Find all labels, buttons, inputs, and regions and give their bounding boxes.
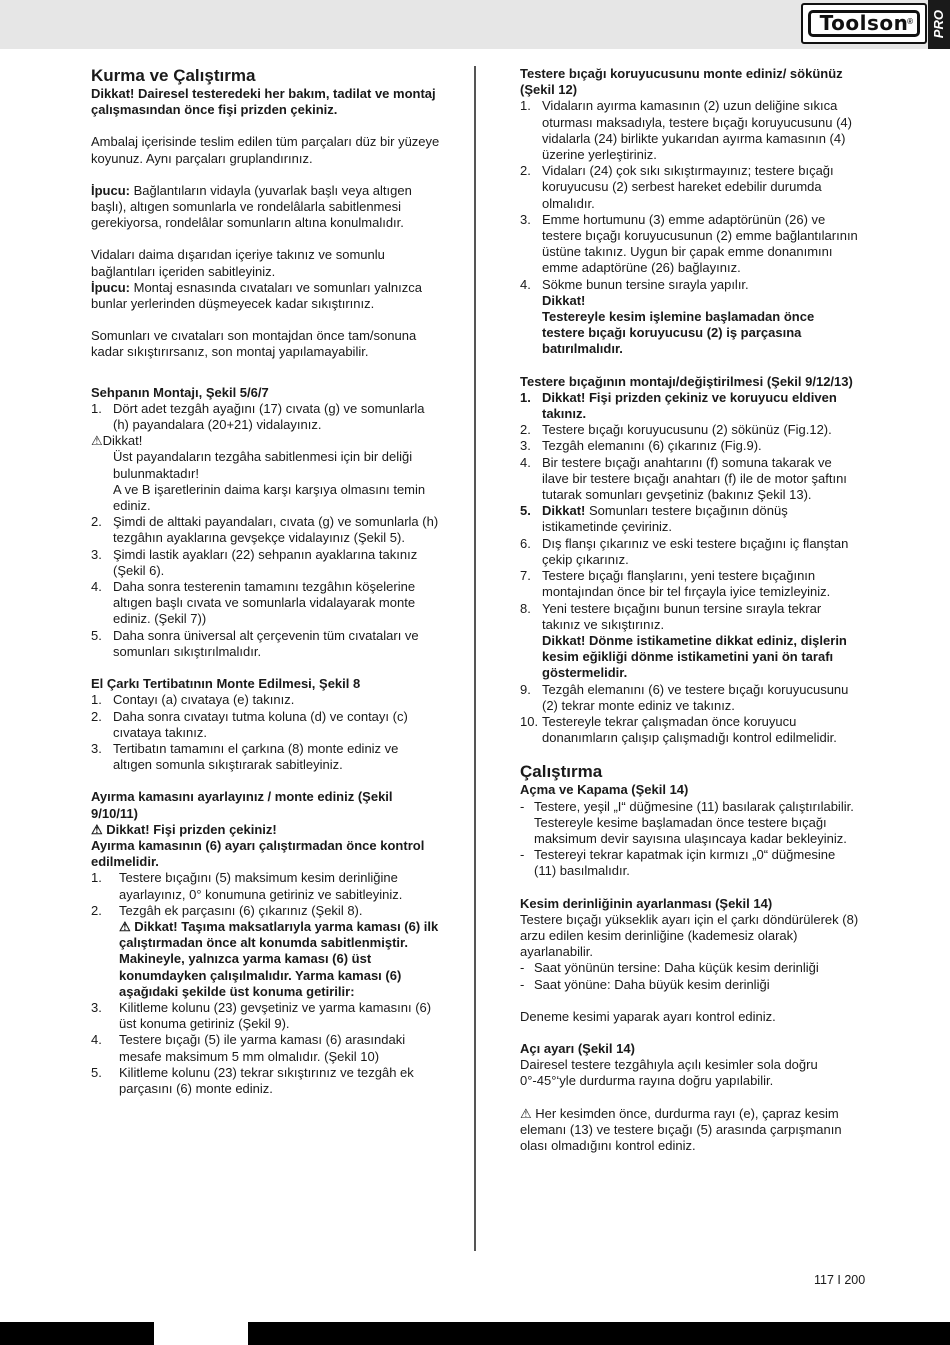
list-item: - Testere, yeşil „I“ düğmesine (11) basılarak çalıştırılabilir. Testereyle kesime başlamadan önce testere bıçağı maksimum devir sayısına ulaşıncaya kadar bekleyiniz. (520, 798, 854, 846)
list-item: 3. Tertibatın tamamını el çarkına (8) monte ediniz ve altıgen somunla sıkıştırarak sabitleyiniz. (91, 740, 399, 773)
paragraph: Deneme kesimi yaparak ayarı kontrol ediniz. (520, 1008, 776, 1024)
subsection-title: Açı ayarı (Şekil 14) (520, 1040, 635, 1056)
list-item: 8. Yeni testere bıçağını bunun tersine sırayla tekrar takınız ve sıkıştırınız. (520, 600, 822, 632)
list-item: 10. Testereyle tekrar çalışmadan önce koruyucu donanımların çalışıp çalışmadığı kontrol edilmelidir. (520, 713, 837, 746)
list-note: A ve B işaretlerinin daima karşı karşıya olmasını temin ediniz. (113, 481, 426, 514)
list-item: 3. Tezgâh elemanını (6) çıkarınız (Fig.9). (520, 438, 762, 454)
list-item: 1. Dikkat! Fişi prizden çekiniz ve koruyucu eldiven takınız. (520, 389, 837, 422)
list-item: 7. Testere bıçağı flanşlarını, yeni testere bıçağının montajından önce bir tel fırçayla iyice temizleyiniz. (520, 568, 831, 600)
list-item: 2. Şimdi de alttaki payandaları, cıvata (g) ve somunlarla (h) tezgâhın ayaklarına gevşekçe vidalayınız (Şekil 5). (91, 514, 439, 546)
left-column (91, 66, 441, 1097)
paragraph: Dairesel testere tezgâhıyla açılı kesimler sola doğru 0°-45°‘yle durdurma rayına doğru yapılabilir. (520, 1057, 818, 1089)
tip-paragraph (91, 280, 441, 312)
list-item: 4. Daha sonra testerenin tamamını tezgâhın köşelerine altıgen başlı cıvata ve somunlarla vidalayarak monte ediniz. (Şekil 7)) (91, 579, 416, 627)
list-item: 5. Kilitleme kolunu (23) tekrar sıkıştırınız ve tezgâh ek parçasını (6) monte ediniz. (91, 1064, 414, 1096)
subsection-title: Testere bıçağı koruyucusunu monte ediniz/ sökünüz (Şekil 12) (520, 66, 843, 98)
subsection-title: Kesim derinliğinin ayarlanması (Şekil 14) (520, 895, 773, 911)
warning-text: ⚠ Dikkat! Taşıma maksatlarıyla yarma kaması (6) ilk çalıştırmadan önce alt konumda sabitlenmiştir. Makineyle, yalnızca yarma kaması (6) üst konumdayken çalışılmalıdır. Yarma kaması (6) aşağıdaki şekilde üst konuma getirilir: (119, 918, 439, 999)
list-item: - Saat yönünün tersine: Daha küçük kesim derinliği (520, 960, 819, 976)
list-item: 4. Testere bıçağı (5) ile yarma kaması (6) arasındaki mesafe maksimum 5 mm olmalıdır. (Şekil 10) (91, 1032, 406, 1064)
pro-tab (928, 0, 950, 49)
warning-text: Dikkat! Dairesel testeredeki her bakım, tadilat ve montaj çalışmasından önce fişi prizden çekiniz. (91, 86, 436, 118)
paragraph: Somunları ve cıvataları son montajdan önce tam/sonuna kadar sıkıştırırsanız, son montaj yapılamayabilir. (91, 328, 417, 360)
brand-logo (801, 3, 927, 44)
warning-label: Dikkat! (542, 292, 586, 308)
warning-text: Testereyle kesim işlemine başlamadan önce testere bıçağı koruyucusu (2) iş parçasına batırılmalıdır. (542, 309, 815, 357)
list-item: 1. Dört adet tezgâh ayağını (17) cıvata (g) ve somunlarla (h) payandalara (20+21) vidalayınız. (91, 400, 425, 433)
warning-paragraph: ⚠ Her kesimden önce, durdurma rayı (e), çapraz kesim elemanı (13) ve testere bıçağı (5) arasında çarpışmanın olası olmadığını kontrol ediniz. (520, 1105, 842, 1153)
warning-label: ⚠Dikkat! (91, 433, 143, 449)
column-divider (474, 66, 476, 1251)
subsection-title: Ayırma kamasını ayarlayınız / monte ediniz (Şekil 9/10/11) (91, 789, 393, 821)
tip-text: Bağlantıların vidayla (yuvarlak başlı veya altıgen başlı), altıgen somunlarla ve rondelâlarla sabitlenmesi gerekiyorsa, rondelâlar somunların altına konulmalıdır. (91, 182, 412, 231)
list-item: 1. Contayı (a) cıvataya (e) takınız. (91, 692, 295, 708)
warning-text: Ayırma kamasının (6) ayarı çalıştırmadan önce kontrol edilmelidir. (91, 837, 425, 870)
list-item: - Saat yönüne: Daha büyük kesim derinliği (520, 976, 770, 992)
list-item: 4. Sökme bunun tersine sırayla yapılır. (520, 276, 749, 292)
section-title: Çalıştırma (520, 762, 603, 782)
subsection-title: Testere bıçağının montajı/değiştirilmesi (Şekil 9/12/13) (520, 373, 853, 389)
tip-text: Montaj esnasında cıvataları ve somunları yalnızca bunlar yerlerinden düşmeyecek kadar sıkıştırınız. (91, 279, 422, 312)
tip-paragraph (91, 183, 441, 232)
page-number: 117 I 200 (814, 1273, 866, 1287)
footer-bar-right (248, 1322, 950, 1345)
list-item: 3. Şimdi lastik ayakları (22) sehpanın ayaklarına takınız (Şekil 6). (91, 546, 418, 578)
list-item: 4. Bir testere bıçağı anahtarını (f) somuna takarak ve ilave bir testere bıçağı anahtarı (f) ile de motor şaftını tutarak somunları gevşetiniz (bakınız Şekil 13). (520, 454, 847, 503)
list-item: 3. Kilitleme kolunu (23) gevşetiniz ve yarma kamasını (6) üst konuma getiriniz (Şekil 9). (91, 999, 432, 1032)
tip-label: İpucu: (91, 279, 130, 295)
logo-text: Toolson (819, 11, 909, 36)
list-item: 5. Dikkat! Somunları testere bıçağının dönüş istikametinde çeviriniz. (520, 503, 788, 535)
paragraph: Testere bıçağı yükseklik ayarı için el çarkı döndürülerek (8) arzu edilen kesim derinliğine (kademesiz olarak) ayarlanabilir. (520, 911, 859, 960)
list-item: 5. Daha sonra üniversal alt çerçevenin tüm cıvataları ve somunları sıkıştırılmalıdır. (91, 627, 419, 659)
footer-bar-left (0, 1322, 154, 1345)
list-item: 2. Daha sonra cıvatayı tutma koluna (d) ve contayı (c) cıvataya takınız. (91, 708, 408, 740)
subsection-title: Açma ve Kapama (Şekil 14) (520, 782, 689, 798)
warning-text: Dikkat! Dönme istikametine dikkat ediniz, dişlerin kesim eğikliği dönme istikametini yani ön tarafı göstermelidir. (542, 632, 847, 681)
list-item: 1. Testere bıçağını (5) maksimum kesim derinliğine ayarlayınız, 0° konumuna getiriniz ve sabitleyiniz. (91, 870, 403, 902)
list-item: 2. Testere bıçağı koruyucusunu (2) sökünüz (Fig.12). (520, 422, 832, 438)
list-item: 6. Dış flanşı çıkarınız ve eski testere bıçağını iç flanştan çekip çıkarınız. (520, 535, 849, 567)
list-item: - Testereyi tekrar kapatmak için kırmızı „0“ düğmesine (11) basılmalıdır. (520, 847, 836, 879)
list-item: 9. Tezgâh elemanını (6) ve testere bıçağı koruyucusunu (2) tekrar monte ediniz ve takınız. (520, 681, 849, 713)
subsection-title: El Çarkı Tertibatının Monte Edilmesi, Şekil 8 (91, 676, 361, 692)
list-note: Üst payandaların tezgâha sabitlenmesi için bir deliği bulunmaktadır! (113, 449, 413, 481)
pro-label: PRO (930, 10, 946, 39)
warning-text: ⚠ Dikkat! Fişi prizden çekiniz! (91, 821, 277, 837)
tip-label: İpucu: (91, 182, 130, 198)
section-title: Kurma ve Çalıştırma (91, 66, 256, 85)
paragraph: Ambalaj içerisinde teslim edilen tüm parçaları düz bir yüzeye koyunuz. Aynı parçaları gruplandırınız. (91, 134, 440, 166)
logo-registered-mark: ® (907, 17, 913, 26)
paragraph: Vidaları daima dışarıdan içeriye takınız ve somunlu bağlantıları içeriden sabitleyiniz. (91, 247, 385, 279)
list-item: 1. Vidaların ayırma kamasının (2) uzun deliğine sıkıca oturması maksadıyla, testere bıçağı koruyucusunu (4) vidalarla (24) birlikte yukarıdan ayırma kamasının (4) üzerine yerleştiriniz. (520, 98, 852, 163)
list-item: 2. Tezgâh ek parçasını (6) çıkarınız (Şekil 8). (91, 902, 363, 918)
list-item: 3. Emme hortumunu (3) emme adaptörünün (26) ve testere bıçağı koruyucusunun (2) emme bağlantılarının üstüne takınız. Uygun bir çapak emme donanımını emme adaptörüne (26) bağlayınız. (520, 211, 858, 276)
subsection-title: Sehpanın Montajı, Şekil 5/6/7 (91, 384, 269, 400)
list-item: 2. Vidaları (24) çok sıkı sıkıştırmayınız; testere bıçağı koruyucusu (2) serbest hareket edebilir durumda olmalıdır. (520, 163, 834, 211)
right-column (520, 66, 860, 1154)
